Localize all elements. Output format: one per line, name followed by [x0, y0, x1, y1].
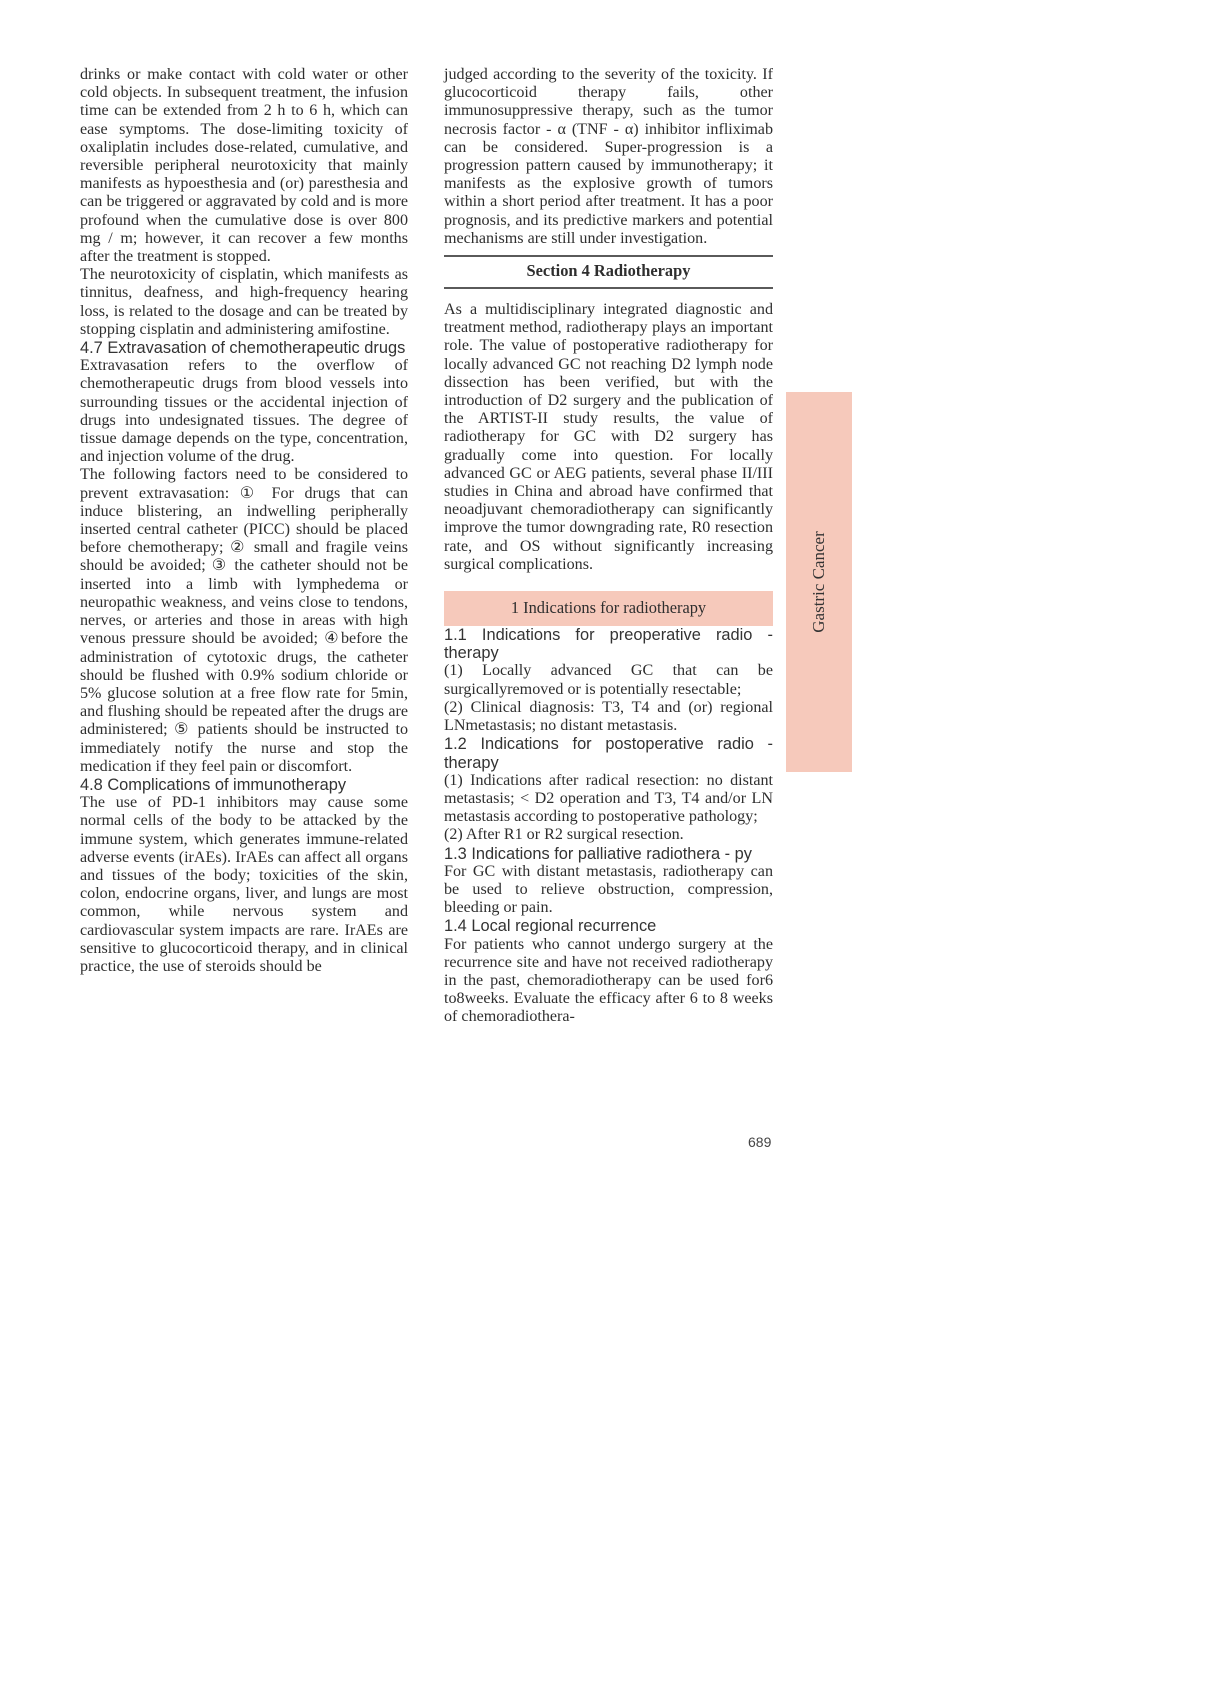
paragraph: For patients who cannot undergo surgery at the recurrence site and have not received radiotherapy in the past, chemoradiotherapy can be used for6 to8weeks. Evaluate the efficacy after 6 to 8 weeks of chemoradiothera- [444, 935, 773, 1026]
page-number: 689 [748, 1134, 772, 1150]
chapter-side-tab [786, 392, 852, 772]
heading-1-3: 1.3 Indications for palliative radiothera - py [444, 844, 752, 863]
paragraph: drinks or make contact with cold water or other cold objects. In subsequent treatment, the infusion time can be extended from 2 h to 6 h, which can ease symptoms. The dose-limiting toxicity of oxaliplatin includes dose-related, cumulative, and reversible peripheral neurotoxicity that mainly manifests as hypoesthesia and (or) paresthesia and can be triggered or aggravated by cold and is more profound when the cumulative dose is over 800 mg / m; however, it can recover a few months after the treatment is stopped. [80, 66, 408, 266]
heading-1-2: 1.2 Indications for postoperative radio - therapy [444, 735, 773, 772]
heading-1-1: 1.1 Indications for preoperative radio - therapy [444, 626, 773, 663]
left-column [80, 66, 408, 976]
heading-4-7: 4.7 Extravasation of chemotherapeutic drugs [80, 339, 406, 358]
side-tab-label: Gastric Cancer [809, 531, 828, 633]
paragraph: (1) Locally advanced GC that can be surgicallyremoved or is potentially resectable; [444, 662, 773, 698]
paragraph: (2) After R1 or R2 surgical resection. [444, 826, 684, 844]
paragraph: The neurotoxicity of cisplatin, which manifests as tinnitus, deafness, and high-frequency hearing loss, is related to the dosage and can be treated by stopping cisplatin and administering amifostine. [80, 266, 408, 338]
paragraph: As a multidisciplinary integrated diagnostic and treatment method, radiotherapy plays an important role. The value of postoperative radiotherapy for locally advanced GC not reaching D2 lymph node dissection has been verified, but with the introduction of D2 surgery and the publication of the ARTIST-II study results, the value of radiotherapy for GC with D2 surgery has gradually come into question. For locally advanced GC or AEG patients, several phase II/III studies in China and abroad have confirmed that neoadjuvant chemoradiotherapy can significantly improve the tumor downgrading rate, R0 resection rate, and OS without significantly increasing surgical complications. [444, 301, 773, 573]
heading-4-8: 4.8 Complications of immunotherapy [80, 775, 347, 794]
paragraph: Extravasation refers to the overflow of chemotherapeutic drugs from blood vessels into surrounding tissues or the accidental injection of drugs into undesignated tissues. The degree of tissue damage depends on the type, concentration, and injection volume of the drug. [80, 357, 408, 466]
section-title: Section 4 Radiotherapy [444, 255, 773, 289]
paragraph: The use of PD-1 inhibitors may cause some normal cells of the body to be attacked by the immune system, which generates immune-related adverse events (irAEs). IrAEs can affect all organs and tissues of the body; toxicities of the skin, colon, endocrine organs, liver, and lungs are most common, while nervous system and cardiovascular system impacts are rare. IrAEs are sensitive to glucocorticoid therapy, and in clinical practice, the use of steroids should be [80, 794, 408, 975]
paragraph: For GC with distant metastasis, radiotherapy can be used to relieve obstruction, compression, bleeding or pain. [444, 862, 773, 917]
paragraph: judged according to the severity of the toxicity. If glucocorticoid therapy fails, other immunosuppressive therapy, such as the tumor necrosis factor - α (TNF - α) inhibitor infliximab can be considered. Super-progression is a progression pattern caused by immunotherapy; it manifests as the explosive growth of tumors within a short period after treatment. It has a poor prognosis, and its predictive markers and potential mechanisms are still under investigation. [444, 66, 773, 247]
heading-1-4: 1.4 Local regional recurrence [444, 917, 657, 936]
subsection-title: 1 Indications for radiotherapy [444, 591, 773, 626]
paragraph: (1) Indications after radical resection: no distant metastasis; < D2 operation and T3, T4 and/or LN metastasis according to postoperative pathology; [444, 771, 773, 826]
paragraph: The following factors need to be considered to prevent extravasation: ① For drugs that can induce blistering, an indwelling peripherally inserted central catheter (PICC) should be placed before chemotherapy; ② small and fragile veins should be avoided; ③ the catheter should not be inserted into a limb with lymphedema or neuropathic weakness, and veins close to tendons, nerves, or arteries and those in areas with high venous pressure should be avoided; ④before the administration of cytotoxic drugs, the catheter should be flushed with 0.9% sodium chloride or 5% glucose solution at a free flow rate for 5min, and flushing should be repeated after the drugs are administered; ⑤ patients should be instructed to immediately notify the nurse and stop the medication if they feel pain or discomfort. [80, 466, 408, 775]
paragraph: (2) Clinical diagnosis: T3, T4 and (or) regional LNmetastasis; no distant metastasis. [444, 698, 773, 735]
right-column [444, 66, 773, 1027]
